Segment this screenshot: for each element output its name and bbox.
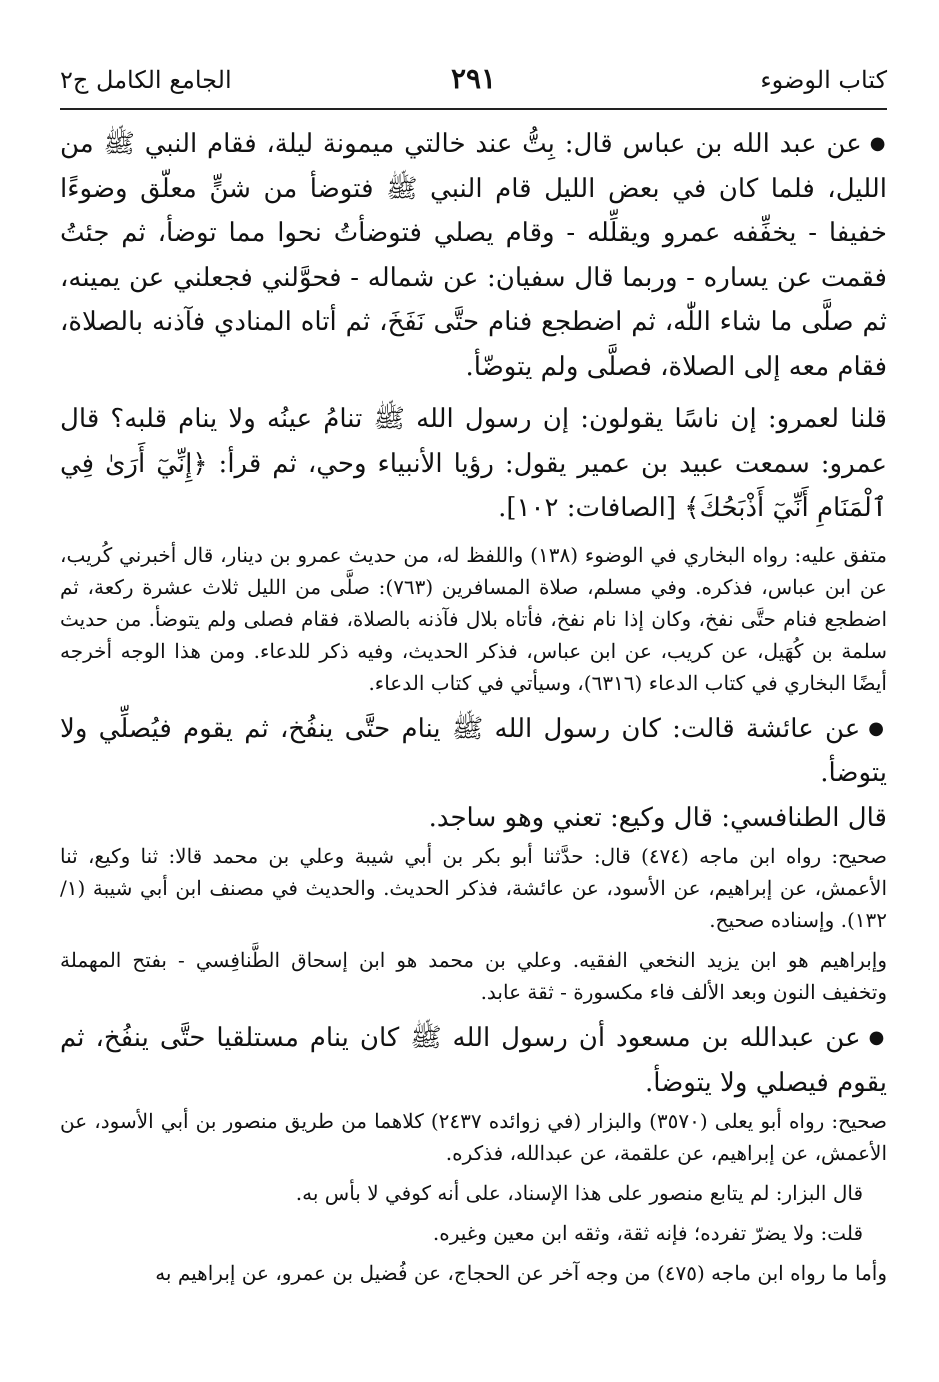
takhrij-note	[60, 539, 887, 699]
bullet-icon: ●	[868, 717, 888, 739]
takhrij-text: قال البزار: لم يتابع منصور على هذا الإسناد، على أنه كوفي لا بأس به.	[295, 1181, 863, 1205]
takhrij-text: وأما ما رواه ابن ماجه (٤٧٥) من وجه آخر عن الحجاج، عن فُضيل بن عمرو، عن إبراهيم به	[155, 1261, 887, 1285]
hadith-text: قال الطنافسي: قال وكيع: تعني وهو ساجد.	[428, 802, 887, 833]
hadith-text: عن عبدالله بن مسعود أن رسول الله ﷺ كان ينام مستلقيا حتَّى ينفُخ، ثم يقوم فيصلي ولا يتوضأ.	[60, 1023, 887, 1098]
bullet-icon: ●	[868, 1027, 887, 1048]
takhrij-note	[60, 944, 887, 1008]
takhrij-text: صحيح: رواه ابن ماجه (٤٧٤) قال: حدَّثنا أبو بكر بن أبي شيبة وعلي بن محمد قالا: ثنا وكيع، ثنا الأعمش، عن إبراهيم، عن الأسود، عن عائشة، فذكر الحديث. والحديث في مصنف ابن أبي شيبة (١/ ١٣٢). وإسناده صحيح.	[60, 844, 888, 932]
takhrij-note	[60, 1257, 887, 1289]
takhrij-note	[60, 1105, 887, 1169]
book-title: الجامع الكامل ج٢	[60, 66, 232, 94]
page-number: ٢٩١	[450, 62, 497, 95]
hadith-comment	[60, 796, 887, 841]
chapter-title: كتاب الوضوء	[760, 66, 887, 94]
takhrij-note	[60, 1217, 887, 1249]
header-divider	[60, 108, 887, 110]
takhrij-note	[60, 840, 887, 936]
hadith-ibn-masud	[60, 1016, 887, 1105]
takhrij-text: وإبراهيم هو ابن يزيد النخعي الفقيه. وعلي بن محمد هو ابن إسحاق الطَّنافِسي - بفتح المهملة وتخفيف النون وبعد الألف فاء مكسورة - ثقة عابد.	[60, 948, 887, 1004]
hadith-text: قلنا لعمرو: إن ناسًا يقولون: إن رسول الله ﷺ تنامُ عينُه ولا ينام قلبه؟ قال عمرو: سمعت عبيد بن عمير يقول: رؤيا الأنبياء وحي، ثم قرأ: ﴿إِنِّيٓ أَرَىٰ فِي ٱلْمَنَامِ أَنِّيٓ أَذْبَحُكَ﴾ [الصافات: ١٠٢].	[60, 404, 887, 523]
takhrij-note	[60, 1177, 887, 1209]
hadith-text: عن عبد الله بن عباس قال: بِتُّ عند خالتي ميمونة ليلة، فقام النبي ﷺ من الليل، فلما كان في بعض الليل قام النبي ﷺ فتوضأ من شنٍّ معلّق وضوءًا خفيفا - يخفِّفه عمرو ويقلِّله - وقام يصلي فتوضأتُ نحوا مما توضأ، ثم جئتُ فقمت عن يساره - وربما قال سفيان: عن شماله - فحوَّلني فجعلني عن يمينه، ثم صلَّى ما شاء اللّٰه، ثم اضطجع فنام حتَّى نَفَخَ، ثم أتاه المنادي فآذنه بالصلاة، فقام معه إلى الصلاة، فصلَّى ولم يتوضّأ.	[60, 129, 887, 382]
takhrij-text: صحيح: رواه أبو يعلى (٣٥٧٠) والبزار (في زوائده ٢٤٣٧) كلاهما من طريق منصور بن أبي الأسود، عن الأعمش، عن إبراهيم، عن علقمة، عن عبدالله، فذكره.	[60, 1109, 887, 1165]
running-head	[60, 62, 887, 102]
hadith-aisha	[60, 707, 887, 796]
hadith-ibn-abbas	[60, 122, 887, 389]
hadith-text: عن عائشة قالت: كان رسول الله ﷺ ينام حتَّى ينفُخ، ثم يقوم فيُصلِّي ولا يتوضأ.	[60, 713, 887, 788]
takhrij-text: متفق عليه: رواه البخاري في الوضوء (١٣٨) واللفظ له، من حديث عمرو بن دينار، قال أخبرني كُريب، عن ابن عباس، فذكره. وفي مسلم، صلاة المسافرين (٧٦٣): صلَّى من الليل ثلاث عشرة ركعة، ثم اضطجع فنام حتَّى نفخ، وكان إذا نام نفخ، فأتاه بلال فآذنه بالصلاة، فقام فصلى ولم يتوضأ. من حديث سلمة بن كُهَيل، عن كريب، عن ابن عباس، فذكر الحديث، وفيه ذكر للدعاء. ومن هذا الوجه أخرجه أيضًا البخاري في كتاب الدعاء (٦٣١٦)، وسيأتي في كتاب الدعاء.	[60, 542, 888, 695]
page-body	[60, 122, 887, 1289]
hadith-continuation	[60, 397, 887, 531]
bullet-icon: ●	[869, 133, 887, 154]
takhrij-text: قلت: ولا يضرّ تفرده؛ فإنه ثقة، وثقه ابن معين وغيره.	[432, 1221, 863, 1245]
